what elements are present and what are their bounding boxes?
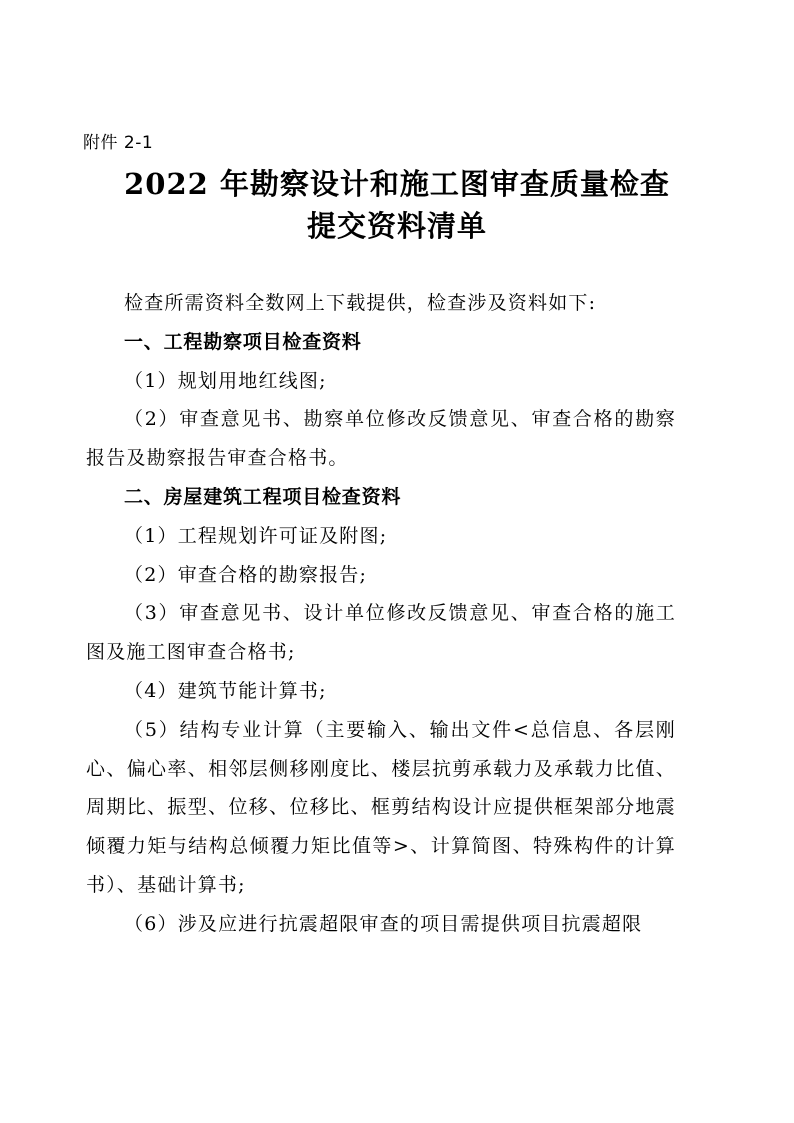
building-item-4: （4）建筑节能计算书; — [124, 679, 327, 702]
survey-item-2: （2）审查意见书、勘察单位修改反馈意见、审查合格的勘察报告及勘察报告审查合格书。 — [86, 408, 676, 470]
attachment-label: 附件 2-1 — [83, 133, 154, 153]
section-heading-survey: 一、工程勘察项目检查资料 — [124, 330, 362, 353]
document-title-line-1: 2022 年勘察设计和施工图审查质量检查 — [124, 167, 670, 201]
document-title-line-2: 提交资料清单 — [306, 209, 487, 243]
intro-paragraph: 检查所需资料全数网上下载提供，检查涉及资料如下: — [124, 292, 597, 314]
document-body — [86, 284, 676, 944]
building-item-5: （5）结构专业计算（主要输入、输出文件<总信息、各层刚心、偏心率、相邻层侧移刚度比、楼层抗剪承载力及承载力比值、周期比、振型、位移、位移比、框剪结构设计应提供框架部分地震倾覆力矩与结构总倾覆力矩比值等>、计算简图、特殊构件的计算书）、基础计算书; — [86, 718, 676, 896]
survey-item-1: （1）规划用地红线图; — [124, 369, 327, 392]
building-item-2: （2）审查合格的勘察报告; — [124, 563, 368, 586]
building-item-3: （3）审查意见书、设计单位修改反馈意见、审查合格的施工图及施工图审查合格书; — [86, 602, 676, 664]
section-heading-building: 二、房屋建筑工程项目检查资料 — [124, 485, 402, 508]
building-item-1: （1）工程规划许可证及附图; — [124, 524, 388, 547]
building-item-6: （6）涉及应进行抗震超限审查的项目需提供项目抗震超限 — [124, 912, 643, 935]
